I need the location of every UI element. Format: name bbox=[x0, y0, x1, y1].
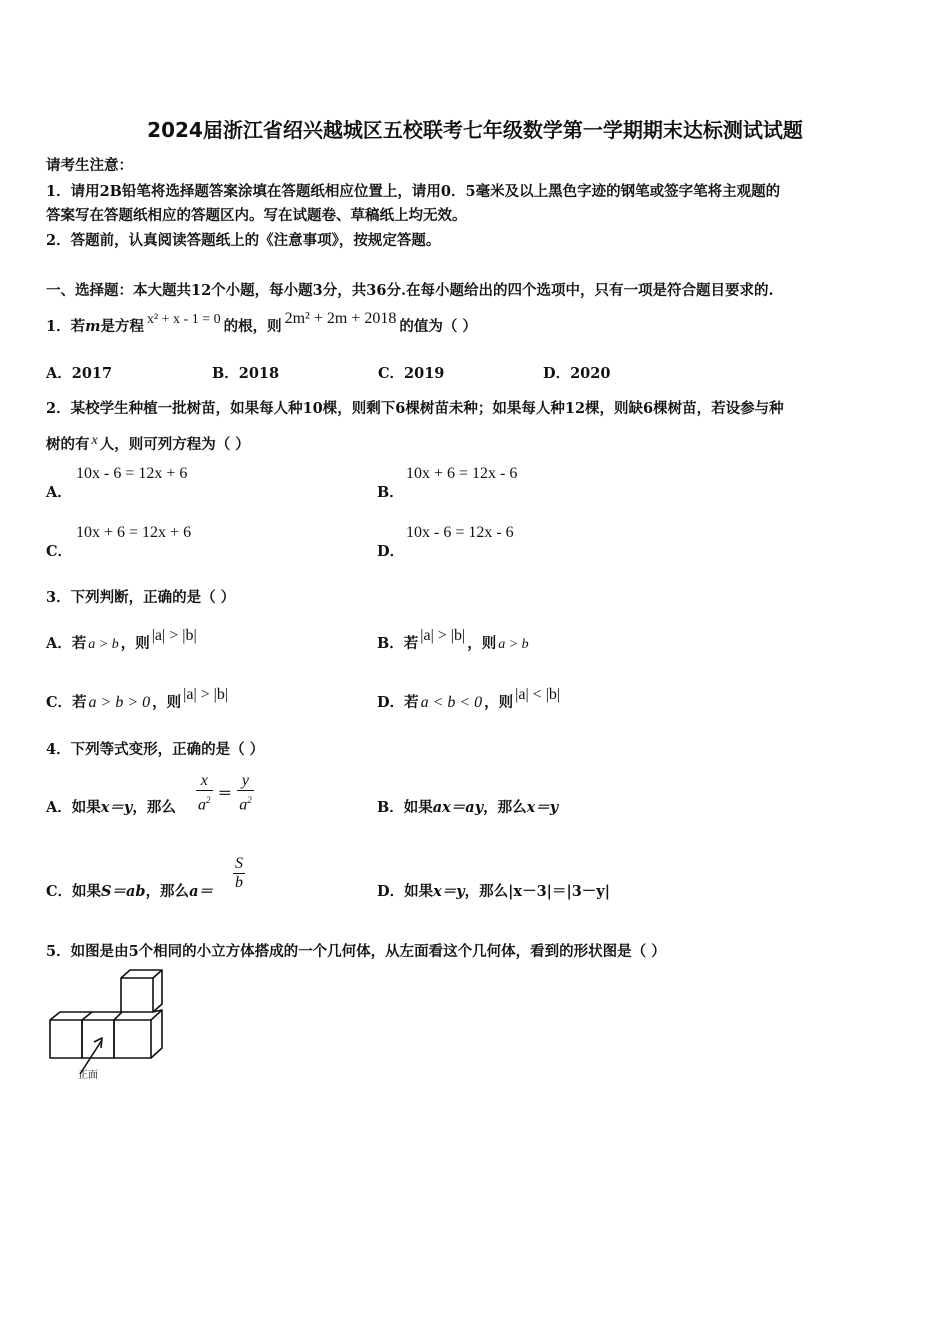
q5-figure-label: 正面 bbox=[78, 1070, 98, 1081]
q3-d-result: |a| < |b| bbox=[515, 686, 561, 703]
q1-equation: x² + x - 1 = 0 bbox=[146, 312, 221, 327]
q1-mid2: 的根，则 bbox=[223, 318, 282, 335]
q3-c-result: |a| > |b| bbox=[183, 686, 229, 703]
q3-b-then: ，则 bbox=[467, 635, 497, 652]
q4-d-result: |x－3|＝|3－y| bbox=[508, 883, 611, 900]
q4-c-den: b bbox=[235, 874, 243, 891]
q2-line2-b: 人，则可列方程为（ ） bbox=[99, 436, 250, 453]
cube-top-front bbox=[121, 978, 153, 1012]
section-heading: 一、选择题：本大题共12个小题，每小题3分，共36分.在每小题给出的四个选项中，只有一项是符合题目要求的. bbox=[46, 282, 774, 299]
cube-bottom-side bbox=[151, 1010, 162, 1058]
q2-line2-a: 树的有 bbox=[46, 436, 90, 453]
q4-option-d bbox=[377, 880, 610, 901]
q3-a-label: A．若 bbox=[46, 635, 87, 652]
q3-a-cond: a > b bbox=[88, 637, 119, 652]
q2-var-x: x bbox=[91, 433, 98, 448]
q2-option-a: 10x - 6 = 12x + 6 bbox=[76, 465, 188, 482]
cube-bottom-1 bbox=[50, 1020, 82, 1058]
q4-option-c-text bbox=[46, 880, 213, 901]
q1-option-b: B．2018 bbox=[212, 365, 280, 382]
q2-label-a: A． bbox=[46, 484, 72, 501]
question-5-stem: 5．如图是由5个相同的小立方体搭成的一个几何体，从左面看这个几何体，看到的形状图是（ ） bbox=[46, 943, 666, 960]
q1-option-c: C．2019 bbox=[378, 365, 445, 382]
q4-a-fraction-right bbox=[237, 772, 254, 814]
q1-option-d: D．2020 bbox=[543, 365, 611, 382]
q4-option-a-text bbox=[46, 796, 176, 817]
q4-a-fraction-left bbox=[196, 772, 213, 814]
q3-b-cond: |a| > |b| bbox=[420, 627, 466, 644]
q4-c-label: C．如果 bbox=[46, 883, 102, 900]
cube-bottom-3 bbox=[114, 1020, 151, 1058]
question-2-line-1: 2．某校学生种植一批树苗，如果每人种10棵，则剩下6棵树苗未种；如果每人种12棵，则缺6棵树苗，若设参与种 bbox=[46, 400, 784, 417]
page-title: 2024届浙江省绍兴越城区五校联考七年级数学第一学期期末达标测试试题 bbox=[147, 118, 803, 142]
q4-a-sq2: 2 bbox=[247, 795, 252, 805]
q4-a-label: A．如果 bbox=[46, 799, 101, 816]
q4-c-lhs: a＝ bbox=[189, 883, 213, 900]
cube-bottom-edge-3 bbox=[114, 1012, 122, 1020]
q4-a-cond: x＝y bbox=[100, 799, 133, 816]
q3-c-then: ，则 bbox=[152, 694, 182, 711]
q3-d-label: D．若 bbox=[377, 694, 419, 711]
q2-option-d: 10x - 6 = 12x - 6 bbox=[406, 524, 514, 541]
q2-label-c: C． bbox=[46, 543, 73, 560]
q4-a-sq1: 2 bbox=[206, 795, 211, 805]
q4-option-b bbox=[377, 796, 558, 817]
q3-a-then: ，则 bbox=[120, 635, 150, 652]
q3-c-label: C．若 bbox=[46, 694, 87, 711]
q1-expression: 2m² + 2m + 2018 bbox=[284, 310, 397, 327]
q4-a-equals: ＝ bbox=[217, 785, 233, 803]
q4-c-cond: S＝ab bbox=[101, 883, 146, 900]
q1-option-a: A．2017 bbox=[46, 365, 113, 382]
q1-suffix: 的值为（ ） bbox=[399, 318, 477, 335]
q4-a-den1: a bbox=[198, 796, 206, 814]
q4-b-label: B．如果 bbox=[377, 799, 433, 816]
cube-bottom-top-edge bbox=[50, 1012, 121, 1020]
q4-b-cond: ax＝ay bbox=[432, 799, 484, 816]
question-4-stem: 4．下列等式变形，正确的是（ ） bbox=[46, 741, 265, 758]
notice-line-1b: 答案写在答题纸相应的答题区内。写在试题卷、草稿纸上均无效。 bbox=[46, 207, 467, 224]
q4-d-mid: ，那么 bbox=[464, 883, 509, 900]
q4-a-num1: x bbox=[196, 772, 213, 791]
notice-heading: 请考生注意： bbox=[46, 157, 133, 174]
q3-a-result: |a| > |b| bbox=[151, 627, 197, 644]
q3-option-c bbox=[46, 686, 230, 712]
question-2-line-2 bbox=[46, 433, 250, 454]
q4-b-mid: ，那么 bbox=[483, 799, 527, 816]
q2-option-b: 10x + 6 = 12x - 6 bbox=[406, 465, 518, 482]
q4-option-a-equation bbox=[196, 772, 254, 814]
q3-option-d bbox=[377, 686, 562, 712]
q3-option-b bbox=[377, 627, 531, 653]
q3-c-cond: a > b > 0 bbox=[88, 694, 151, 711]
question-3-stem: 3．下列判断，正确的是（ ） bbox=[46, 589, 236, 606]
q3-d-cond: a < b < 0 bbox=[420, 694, 483, 711]
cube-bottom-2 bbox=[82, 1020, 114, 1058]
q4-d-label: D．如果 bbox=[377, 883, 434, 900]
q4-c-num: S bbox=[235, 855, 243, 872]
q2-label-b: B． bbox=[377, 484, 404, 501]
q3-d-then: ，则 bbox=[484, 694, 514, 711]
front-arrow-shaft bbox=[80, 1040, 102, 1074]
q4-a-num2: y bbox=[237, 772, 254, 791]
q2-label-d: D． bbox=[377, 543, 405, 560]
cube-bottom-edge-2 bbox=[82, 1012, 92, 1020]
q3-b-result: a > b bbox=[498, 637, 529, 652]
q2-option-c: 10x + 6 = 12x + 6 bbox=[76, 524, 192, 541]
notice-line-1: 1．请用2B铅笔将选择题答案涂填在答题纸相应位置上，请用0．5毫米及以上黑色字迹的钢笔或签字笔将主观题的 bbox=[46, 183, 781, 200]
q4-a-mid: ，那么 bbox=[132, 799, 176, 816]
q4-a-den2: a bbox=[239, 796, 248, 814]
q1-mid1: 是方程 bbox=[100, 318, 144, 335]
q4-b-result: x＝y bbox=[526, 799, 559, 816]
q5-cube-figure bbox=[44, 966, 184, 1084]
q1-prefix: 1．若 bbox=[46, 318, 86, 335]
cube-top-lid bbox=[121, 970, 162, 978]
question-1-stem bbox=[46, 310, 477, 336]
q4-c-mid: ，那么 bbox=[145, 883, 190, 900]
notice-line-2: 2．答题前，认真阅读答题纸上的《注意事项》，按规定答题。 bbox=[46, 232, 441, 249]
q4-option-c-fraction bbox=[233, 855, 245, 892]
q1-var-m: m bbox=[85, 318, 101, 335]
q3-option-a bbox=[46, 627, 199, 653]
q3-b-label: B．若 bbox=[377, 635, 419, 652]
q4-d-cond: x＝y bbox=[433, 883, 465, 900]
